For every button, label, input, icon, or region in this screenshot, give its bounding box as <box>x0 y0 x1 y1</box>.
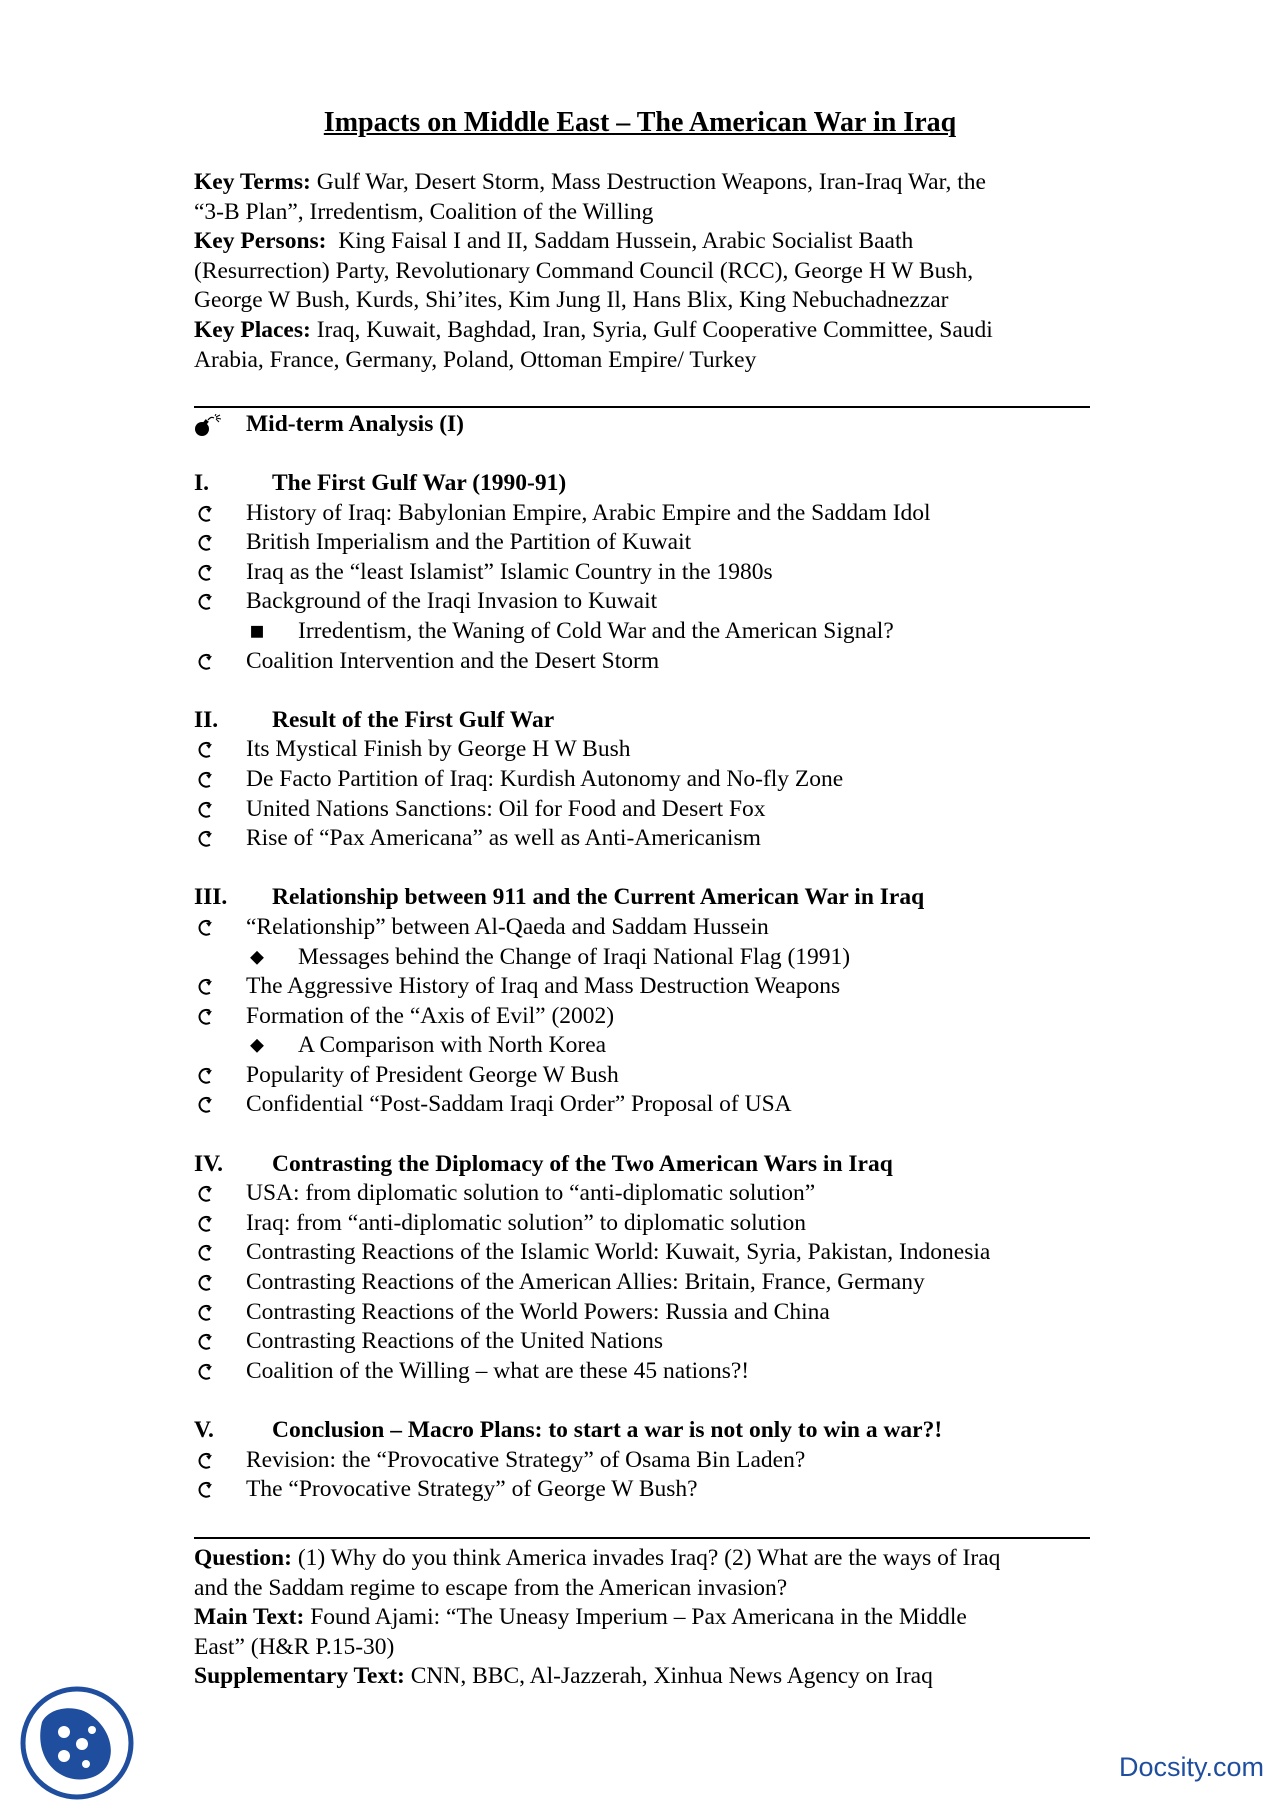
sub-list-item <box>194 1031 1094 1061</box>
curved-arrow-bullet-icon <box>194 1090 218 1120</box>
section-number: III. <box>194 884 228 911</box>
list-item-text: Formation of the “Axis of Evil” (2002) <box>246 1002 615 1029</box>
section-heading <box>194 1416 1094 1446</box>
section-number: I. <box>194 470 210 496</box>
question-label: Question: <box>194 1545 292 1571</box>
curved-arrow-bullet-icon <box>194 1446 218 1476</box>
key-terms <box>194 168 1094 227</box>
list-item <box>194 528 1094 558</box>
supplementary-text-line: CNN, BBC, Al-Jazzerah, Xinhua News Agency on Iraq <box>410 1663 933 1690</box>
list-item-text: History of Iraq: Babylonian Empire, Arabic Empire and the Saddam Idol <box>246 499 931 526</box>
diamond-bullet-icon <box>246 1031 268 1061</box>
key-info-block <box>194 168 1094 375</box>
list-item <box>194 1238 1094 1268</box>
list-item <box>194 499 1094 529</box>
list-item-text: Coalition of the Willing – what are these 45 nations?! <box>246 1357 750 1384</box>
square-bullet-icon <box>246 617 268 647</box>
docsity-brand-link[interactable]: Docsity.com <box>1118 1752 1264 1782</box>
list-item <box>194 558 1094 588</box>
list-item-text: Popularity of President George W Bush <box>246 1061 619 1088</box>
key-persons-line: George W Bush, Kurds, Shi’ites, Kim Jung Il, Hans Blix, King Nebuchadnezzar <box>194 287 949 314</box>
main-text-label: Main Text: <box>194 1604 305 1631</box>
list-item <box>194 972 1094 1002</box>
supplementary-text-label: Supplementary Text: <box>194 1663 405 1690</box>
key-places-line: Arabia, France, Germany, Poland, Ottoman Empire/ Turkey <box>194 346 757 373</box>
curved-arrow-bullet-icon <box>194 913 218 943</box>
sub-list-item <box>194 943 1094 973</box>
sub-list-item-text: Irredentism, the Waning of Cold War and the American Signal? <box>298 617 894 644</box>
list-item <box>194 1327 1094 1357</box>
key-places-label: Key Places: <box>194 316 311 343</box>
list-item-text: The “Provocative Strategy” of George W Bush? <box>246 1476 698 1503</box>
list-item-text: Contrasting Reactions of the Islamic World: Kuwait, Syria, Pakistan, Indonesia <box>246 1239 991 1266</box>
section-gap <box>194 854 1094 884</box>
list-item-text: USA: from diplomatic solution to “anti-diplomatic solution” <box>246 1180 816 1207</box>
supplementary-text <box>194 1662 1094 1692</box>
list-item <box>194 1268 1094 1298</box>
section-gap <box>194 676 1094 706</box>
list-item-text: Iraq as the “least Islamist” Islamic Country in the 1980s <box>246 558 773 585</box>
list-item-text: Rise of “Pax Americana” as well as Anti-Americanism <box>246 825 761 852</box>
curved-arrow-bullet-icon <box>194 558 218 588</box>
list-item <box>194 765 1094 795</box>
list-item-text: United Nations Sanctions: Oil for Food and Desert Fox <box>246 795 766 822</box>
curved-arrow-bullet-icon <box>194 1002 218 1032</box>
list-item-text: Contrasting Reactions of the United Nations <box>246 1328 664 1355</box>
list-item <box>194 1475 1094 1505</box>
list-item <box>194 587 1094 617</box>
key-places <box>194 316 1094 375</box>
list-item-text: Confidential “Post-Saddam Iraqi Order” Proposal of USA <box>246 1091 792 1118</box>
curved-arrow-bullet-icon <box>194 735 218 765</box>
bomb-icon <box>194 414 222 438</box>
bottom-divider <box>194 1537 1090 1539</box>
curved-arrow-bullet-icon <box>194 1298 218 1328</box>
section-heading <box>194 1150 1094 1180</box>
list-item <box>194 1357 1094 1387</box>
sub-list-item-text: A Comparison with North Korea <box>298 1032 607 1059</box>
main-text-line: Found Ajami: “The Uneasy Imperium – Pax Americana in the Middle <box>310 1604 967 1631</box>
list-item <box>194 1090 1094 1120</box>
diamond-bullet-icon <box>246 943 268 973</box>
section-number: IV. <box>194 1150 223 1177</box>
curved-arrow-bullet-icon <box>194 647 218 677</box>
list-item <box>194 824 1094 854</box>
list-item <box>194 1179 1094 1209</box>
list-item-text: Revision: the “Provocative Strategy” of Osama Bin Laden? <box>246 1446 806 1473</box>
key-persons-line: King Faisal I and II, Saddam Hussein, Arabic Socialist Baath <box>338 228 914 255</box>
docsity-logo-icon[interactable] <box>20 1686 134 1800</box>
curved-arrow-bullet-icon <box>194 1179 218 1209</box>
curved-arrow-bullet-icon <box>194 1238 218 1268</box>
key-places-line: Iraq, Kuwait, Baghdad, Iran, Syria, Gulf Cooperative Committee, Saudi <box>316 316 993 343</box>
section-number: V. <box>194 1417 214 1443</box>
list-item-text: Its Mystical Finish by George H W Bush <box>246 736 631 763</box>
curved-arrow-bullet-icon <box>194 499 218 529</box>
list-item <box>194 1061 1094 1091</box>
curved-arrow-bullet-icon <box>194 1061 218 1091</box>
main-text <box>194 1603 1094 1662</box>
list-item-text: De Facto Partition of Iraq: Kurdish Autonomy and No-fly Zone <box>246 765 844 792</box>
list-item <box>194 913 1094 943</box>
top-divider <box>194 406 1090 408</box>
list-item <box>194 1298 1094 1328</box>
key-terms-line: Gulf War, Desert Storm, Mass Destruction Weapons, Iran-Iraq War, the <box>316 169 986 195</box>
curved-arrow-bullet-icon <box>194 1475 218 1505</box>
document-title: Impacts on Middle East – The American War in Iraq <box>323 107 957 138</box>
curved-arrow-bullet-icon <box>194 824 218 854</box>
curved-arrow-bullet-icon <box>194 528 218 558</box>
curved-arrow-bullet-icon <box>194 765 218 795</box>
section-title: The First Gulf War (1990-91) <box>272 470 567 496</box>
section-number: II. <box>194 706 219 733</box>
midterm-label: Mid-term Analysis (I) <box>246 411 465 437</box>
sub-list-item-text: Messages behind the Change of Iraqi National Flag (1991) <box>298 943 851 970</box>
list-item-text: Contrasting Reactions of the American Allies: Britain, France, Germany <box>246 1269 925 1296</box>
curved-arrow-bullet-icon <box>194 1327 218 1357</box>
key-terms-line: “3-B Plan”, Irredentism, Coalition of the Willing <box>194 198 654 225</box>
key-terms-label: Key Terms: <box>194 169 311 195</box>
section-gap <box>194 1386 1094 1416</box>
question-line: (1) Why do you think America invades Iraq? (2) What are the ways of Iraq <box>297 1545 1001 1571</box>
list-item <box>194 1446 1094 1476</box>
list-item <box>194 795 1094 825</box>
curved-arrow-bullet-icon <box>194 1209 218 1239</box>
curved-arrow-bullet-icon <box>194 972 218 1002</box>
question-line: and the Saddam regime to escape from the American invasion? <box>194 1574 788 1601</box>
list-item-text: Iraq: from “anti-diplomatic solution” to diplomatic solution <box>246 1209 806 1236</box>
list-item-text: Background of the Iraqi Invasion to Kuwait <box>246 588 658 615</box>
main-text-line: East” (H&R P.15-30) <box>194 1633 395 1660</box>
curved-arrow-bullet-icon <box>194 587 218 617</box>
list-item <box>194 1002 1094 1032</box>
list-item-text: Coalition Intervention and the Desert Storm <box>246 647 660 674</box>
curved-arrow-bullet-icon <box>194 1357 218 1387</box>
question <box>194 1544 1094 1603</box>
list-item-text: Contrasting Reactions of the World Powers: Russia and China <box>246 1298 830 1325</box>
outline <box>194 469 1094 1505</box>
list-item-text: The Aggressive History of Iraq and Mass Destruction Weapons <box>246 973 841 1000</box>
sub-list-item <box>194 617 1094 647</box>
curved-arrow-bullet-icon <box>194 1268 218 1298</box>
list-item <box>194 735 1094 765</box>
section-heading <box>194 883 1094 913</box>
section-gap <box>194 1120 1094 1150</box>
key-persons-line: (Resurrection) Party, Revolutionary Command Council (RCC), George H W Bush, <box>194 257 974 284</box>
list-item-text: British Imperialism and the Partition of Kuwait <box>246 529 692 556</box>
section-title: Contrasting the Diplomacy of the Two American Wars in Iraq <box>272 1150 893 1177</box>
section-title: Relationship between 911 and the Current American War in Iraq <box>272 884 925 911</box>
section-title: Result of the First Gulf War <box>272 706 555 733</box>
section-heading <box>194 469 1094 499</box>
key-persons-label: Key Persons: <box>194 228 327 255</box>
section-title: Conclusion – Macro Plans: to start a war is not only to win a war?! <box>272 1417 943 1443</box>
list-item-text: “Relationship” between Al-Qaeda and Saddam Hussein <box>246 913 769 940</box>
list-item <box>194 1209 1094 1239</box>
curved-arrow-bullet-icon <box>194 795 218 825</box>
footer-block <box>194 1544 1094 1692</box>
key-persons <box>194 227 1094 316</box>
list-item <box>194 647 1094 677</box>
section-heading <box>194 706 1094 736</box>
